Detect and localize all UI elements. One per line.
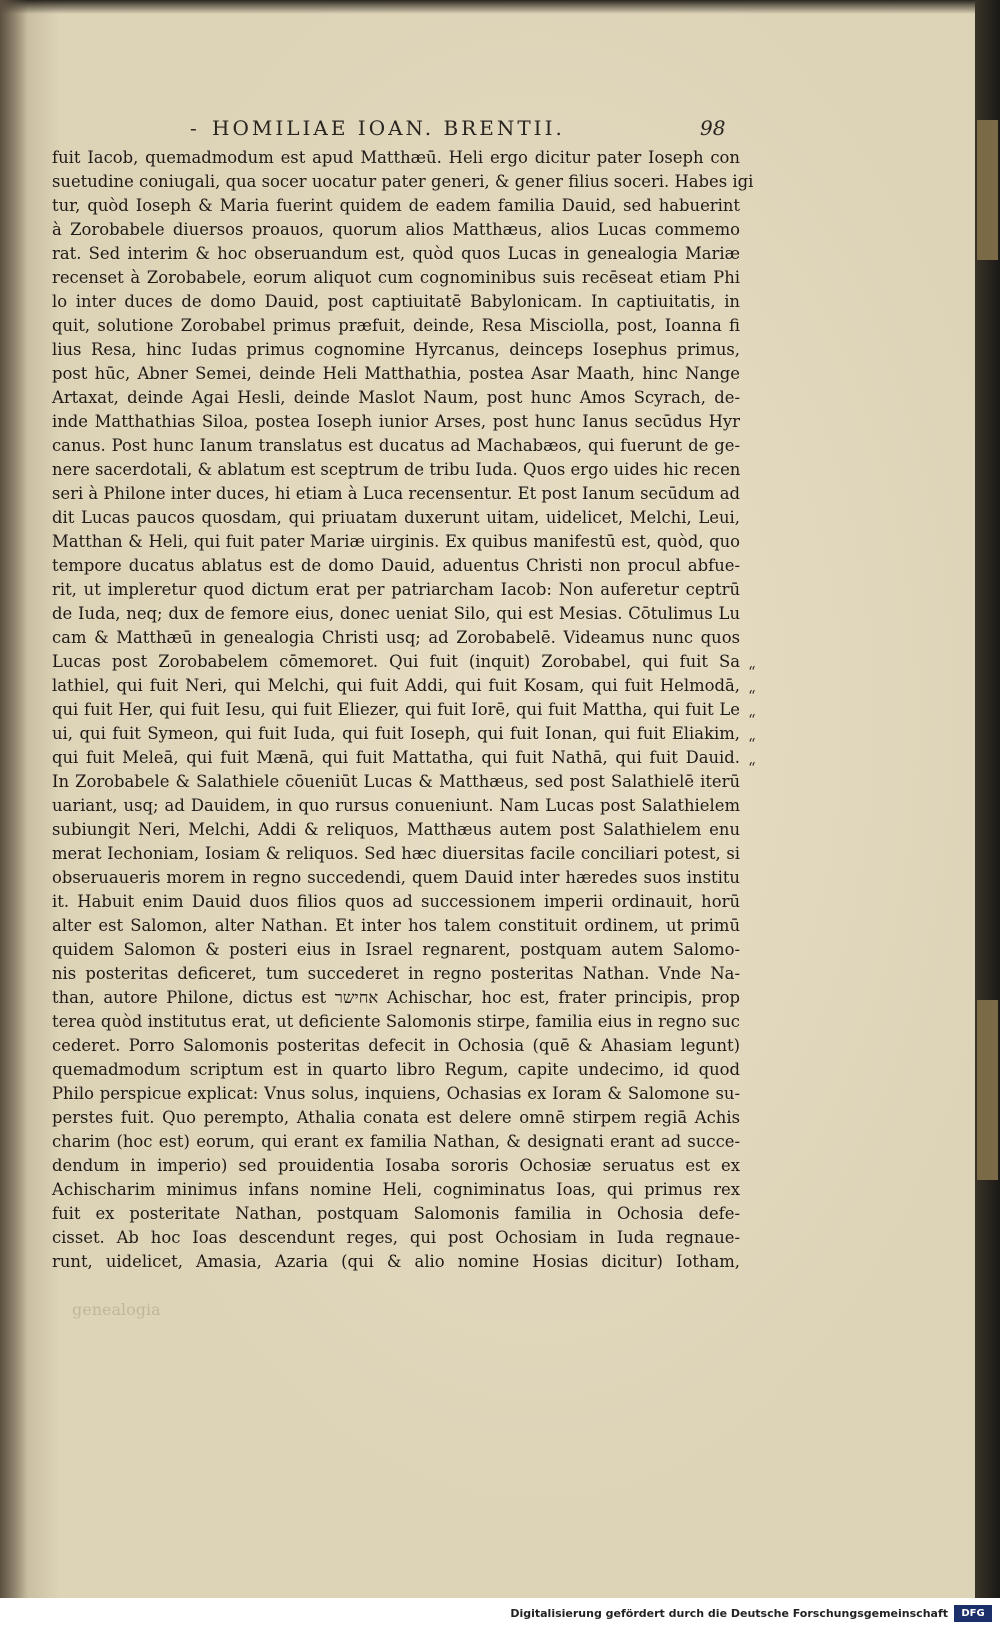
- text-line: Matthan & Heli, qui fuit pater Mariæ uirginis. Ex quibus manifestū est, quòd, quo: [52, 532, 740, 551]
- text-line: Lucas post Zorobabelem cōmemoret. Qui fuit (inquit) Zorobabel, qui fuit Sa: [52, 652, 740, 671]
- footer-credit: Digitalisierung gefördert durch die Deutsche Forschungsgemeinschaft: [510, 1607, 948, 1620]
- text-line: qui fuit Meleā, qui fuit Mænā, qui fuit Mattatha, qui fuit Nathā, qui fuit Dauid.: [52, 748, 740, 767]
- text-line: subiungit Neri, Melchi, Addi & reliquos, Matthæus autem post Salathielem enu: [52, 820, 740, 839]
- text-line: lo inter duces de domo Dauid, post captiuitatē Babylonicam. In captiuitatis, in: [52, 292, 740, 311]
- text-line: quit, solutione Zorobabel primus præfuit, deinde, Resa Misciolla, post, Ioanna fi: [52, 316, 740, 335]
- text-line: recenset à Zorobabele, eorum aliquot cum cognominibus suis recēseat etiam Phi: [52, 268, 740, 287]
- text-line: seri à Philone inter duces, hi etiam à Luca recensentur. Et post Ianum secūdum ad: [52, 484, 740, 503]
- edge-band: [977, 120, 998, 260]
- text-line: de Iuda, neq; dux de femore eius, donec ueniat Silo, qui est Mesias. Cōtulimus Lu: [52, 604, 740, 623]
- text-line: obseruaueris morem in regno succedendi, quem Dauid inter hæredes suos institu: [52, 868, 740, 887]
- text-line: canus. Post hunc Ianum translatus est ducatus ad Machabæos, qui fuerunt de ge-: [52, 436, 740, 455]
- text-line: Artaxat, deinde Agai Hesli, deinde Maslot Naum, post hunc Amos Scyrach, de-: [52, 388, 740, 407]
- text-line: terea quòd institutus erat, ut deficiente Salomonis stirpe, familia eius in regno suc: [52, 1012, 740, 1031]
- page-number: 98: [700, 116, 726, 140]
- text-line: dendum in imperio) sed prouidentia Iosaba sororis Ochosiæ seruatus est ex: [52, 1156, 740, 1175]
- text-line: nere sacerdotali, & ablatum est sceptrum de tribu Iuda. Quos ergo uides hic recen: [52, 460, 741, 479]
- text-line: cederet. Porro Salomonis posteritas defecit in Ochosia (quē & Ahasiam legunt): [52, 1036, 740, 1055]
- text-line: inde Matthathias Siloa, postea Ioseph iunior Arses, post hunc Ianus secūdus Hyr: [52, 412, 740, 431]
- quote-mark: “: [748, 759, 756, 777]
- header-dash: -: [190, 116, 200, 140]
- text-line: dit Lucas paucos quosdam, qui priuatam duxerunt uitam, uidelicet, Melchi, Leui,: [52, 508, 740, 527]
- text-line: qui fuit Her, qui fuit Iesu, qui fuit Eliezer, qui fuit Iorē, qui fuit Mattha, qui fuit Le: [52, 700, 740, 719]
- text-line: In Zorobabele & Salathiele cōueniūt Lucas & Matthæus, sed post Salathielē iterū: [52, 772, 740, 791]
- text-line: suetudine coniugali, qua socer uocatur pater generi, & gener filius soceri. Habes igi: [52, 172, 754, 191]
- text-line: lius Resa, hinc Iudas primus cognomine Hyrcanus, deinceps Iosephus primus,: [52, 340, 740, 359]
- text-line: tur, quòd Ioseph & Maria fuerint quidem de eadem familia Dauid, sed habuerint: [52, 196, 740, 215]
- text-line: post hūc, Abner Semei, deinde Heli Matthathia, postea Asar Maath, hinc Nange: [52, 364, 740, 383]
- margin-quote-marks: [748, 660, 770, 780]
- running-header: [190, 116, 750, 150]
- header-title: HOMILIAE IOAN. BRENTII.: [212, 116, 565, 140]
- text-line: rat. Sed interim & hoc obseruandum est, quòd quos Lucas in genealogia Mariæ: [52, 244, 740, 263]
- text-line: Achischarim minimus infans nomine Heli, cogniminatus Ioas, qui primus rex: [52, 1180, 740, 1199]
- text-line: than, autore Philone, dictus est אחישר Achischar, hoc est, frater principis, prop: [52, 988, 741, 1007]
- text-line: quemadmodum scriptum est in quarto libro Regum, capite undecimo, id quod: [52, 1060, 740, 1079]
- footer-bar: [0, 1598, 1000, 1630]
- text-line: lathiel, qui fuit Neri, qui Melchi, qui fuit Addi, qui fuit Kosam, qui fuit Helmodā,: [52, 676, 740, 695]
- text-line: Philo perspicue explicat: Vnus solus, inquiens, Ochasias ex Ioram & Salomone su-: [52, 1084, 740, 1103]
- text-line: rit, ut impleretur quod dictum erat per patriarcham Iacob: Non auferetur ceptrū: [52, 580, 740, 599]
- body-text: [52, 146, 754, 1274]
- catchword: genealogia: [72, 1300, 161, 1319]
- text-line: quidem Salomon & posteri eius in Israel regnarent, postquam autem Salomo-: [52, 940, 740, 959]
- quote-mark: “: [748, 687, 756, 705]
- text-line: ui, qui fuit Symeon, qui fuit Iuda, qui fuit Ioseph, qui fuit Ionan, qui fuit Eliakim,: [52, 724, 740, 743]
- text-line: it. Habuit enim Dauid duos filios quos ad successionem imperii ordinauit, horū: [52, 892, 740, 911]
- text-line: fuit ex posteritate Nathan, postquam Salomonis familia in Ochosia defe-: [52, 1204, 740, 1223]
- quote-mark: “: [748, 663, 756, 681]
- spine-shadow: [0, 0, 28, 1598]
- text-line: perstes fuit. Quo perempto, Athalia conata est delere omnē stirpem regiā Achis: [52, 1108, 740, 1127]
- quote-mark: “: [748, 735, 756, 753]
- text-line: uariant, usq; ad Dauidem, in quo rursus conueniunt. Nam Lucas post Salathielem: [52, 796, 740, 815]
- dfg-logo: DFG: [954, 1605, 992, 1622]
- text-line: cam & Matthæū in genealogia Christi usq; ad Zorobabelē. Videamus nunc quos: [52, 628, 740, 647]
- text-line: cisset. Ab hoc Ioas descendunt reges, qui post Ochosiam in Iuda regnaue-: [52, 1228, 740, 1247]
- text-line: charim (hoc est) eorum, qui erant ex familia Nathan, & designati erant ad succe-: [52, 1132, 740, 1151]
- quote-mark: “: [748, 711, 756, 729]
- text-line: alter est Salomon, alter Nathan. Et inter hos talem constituit ordinem, ut primū: [52, 916, 740, 935]
- text-line: merat Iechoniam, Iosiam & reliquos. Sed hæc diuersitas facile conciliari potest, si: [52, 844, 740, 863]
- text-line: à Zorobabele diuersos proauos, quorum alios Matthæus, alios Lucas commemo: [52, 220, 740, 239]
- text-line: fuit Iacob, quemadmodum est apud Matthæū. Heli ergo dicitur pater Ioseph con: [52, 148, 740, 167]
- adjacent-page-edge: [975, 0, 1000, 1598]
- text-line: nis posteritas deficeret, tum succederet in regno posteritas Nathan. Vnde Na-: [52, 964, 740, 983]
- text-line: runt, uidelicet, Amasia, Azaria (qui & alio nomine Hosias dicitur) Iotham,: [52, 1252, 740, 1271]
- text-line: tempore ducatus ablatus est de domo Dauid, aduentus Christi non procul abfue-: [52, 556, 740, 575]
- page-top-shadow: [0, 0, 975, 14]
- edge-band: [977, 1000, 998, 1180]
